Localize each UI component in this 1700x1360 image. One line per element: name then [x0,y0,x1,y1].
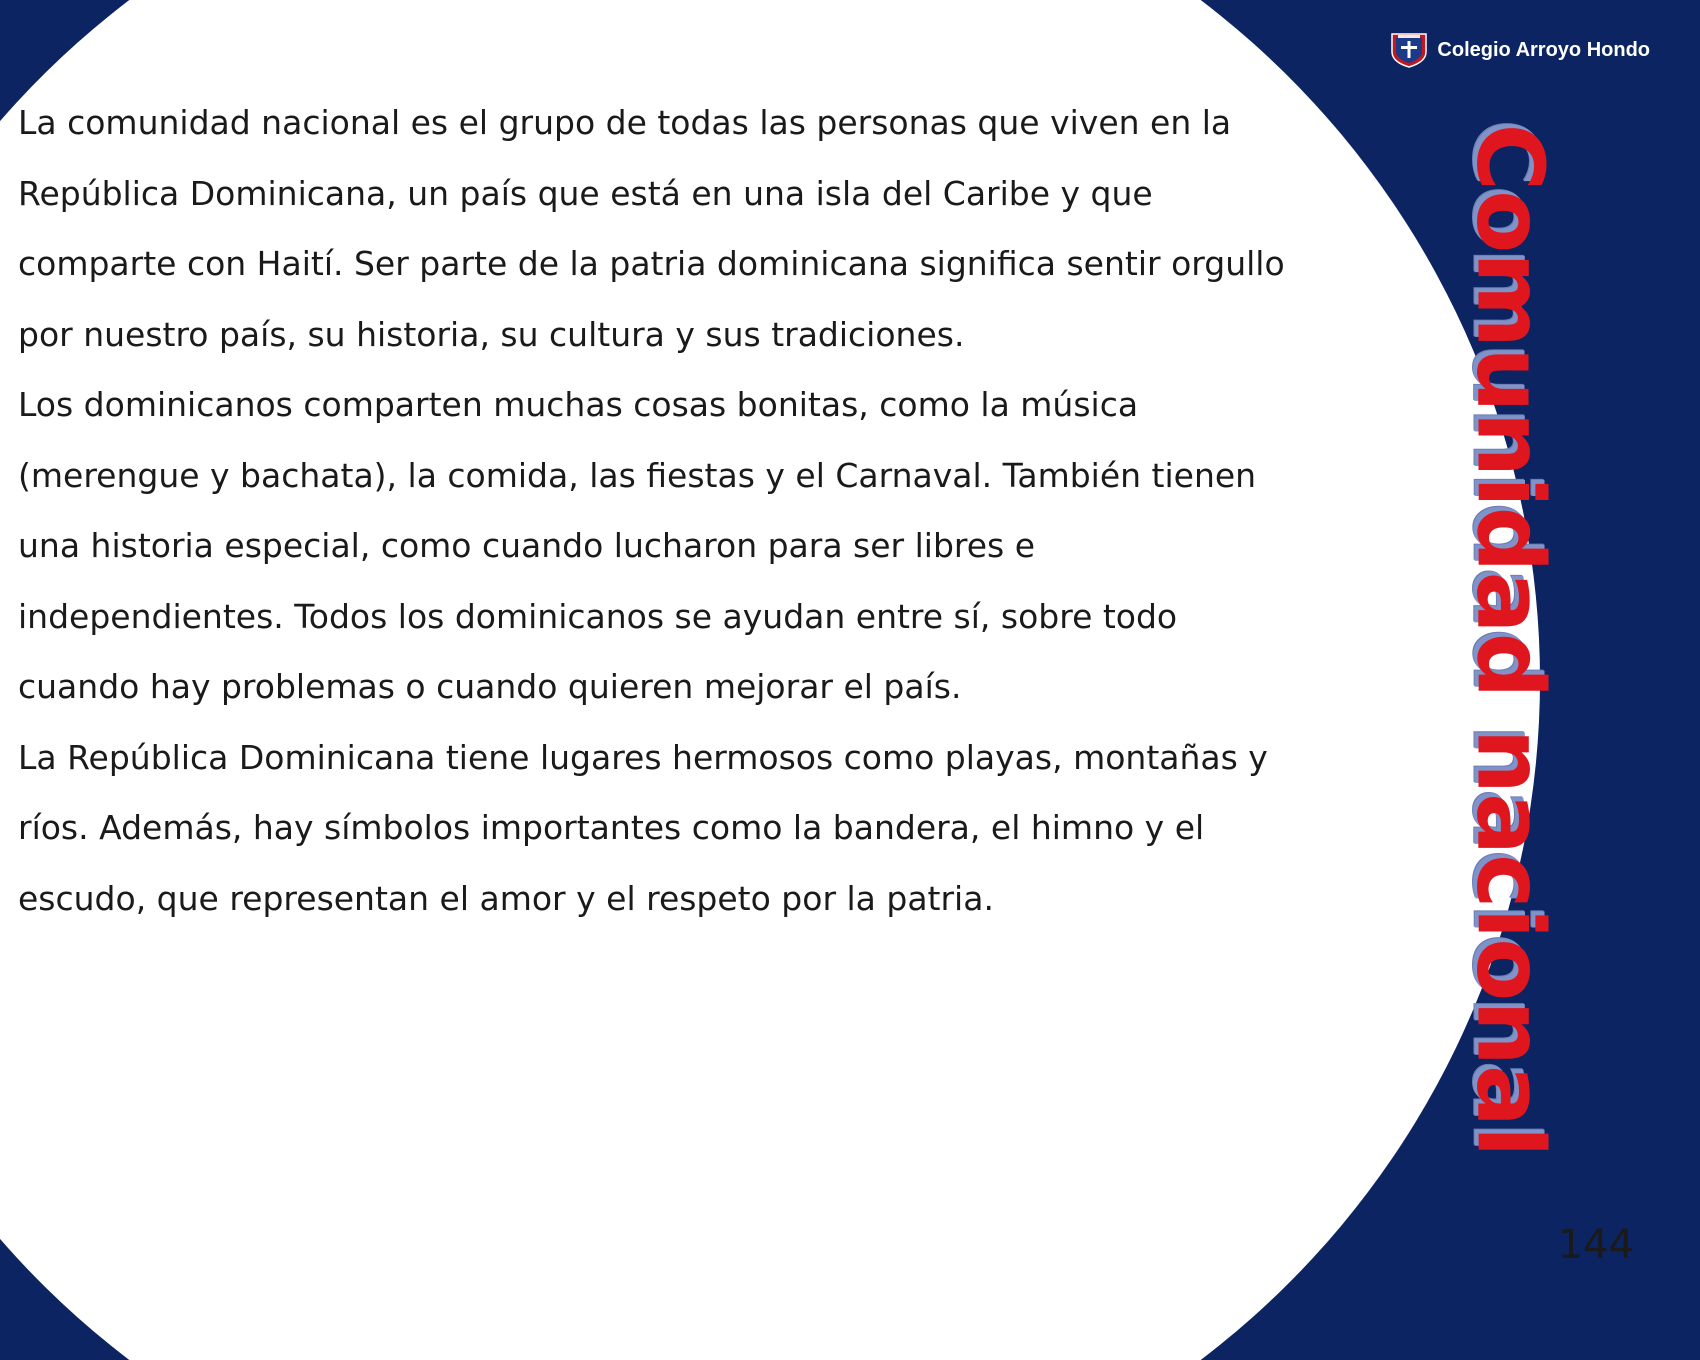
school-crest-icon [1389,32,1429,68]
paragraph-1: La comunidad nacional es el grupo de todas las personas que viven en la República Dominicana, un país que está en una isla del Caribe y que comparte con Haití. Ser parte de la patria dominicana significa sentir orgullo por nuestro país, su historia, su cultura y sus tradiciones. [18,103,1285,354]
header-brand [1389,32,1650,68]
paragraph-2: Los dominicanos comparten muchas cosas bonitas, como la música (merengue y bachata), la comida, las fiestas y el Carnaval. También tienen una historia especial, como cuando lucharon para ser libres e independientes. Todos los dominicanos se ayudan entre sí, sobre todo cuando hay problemas o cuando quieren mejorar el país. [18,385,1257,706]
page-number: 144 [1557,1222,1634,1268]
body-text [18,88,1308,934]
paragraph-3: La República Dominicana tiene lugares hermosos como playas, montañas y ríos. Además, hay símbolos importantes como la bandera, el himno y el escudo, que representan el amor y el respeto por la patria. [18,737,1268,918]
school-name: Colegio Arroyo Hondo [1437,38,1650,61]
page-title: Comunidad nacional [1456,123,1564,1157]
